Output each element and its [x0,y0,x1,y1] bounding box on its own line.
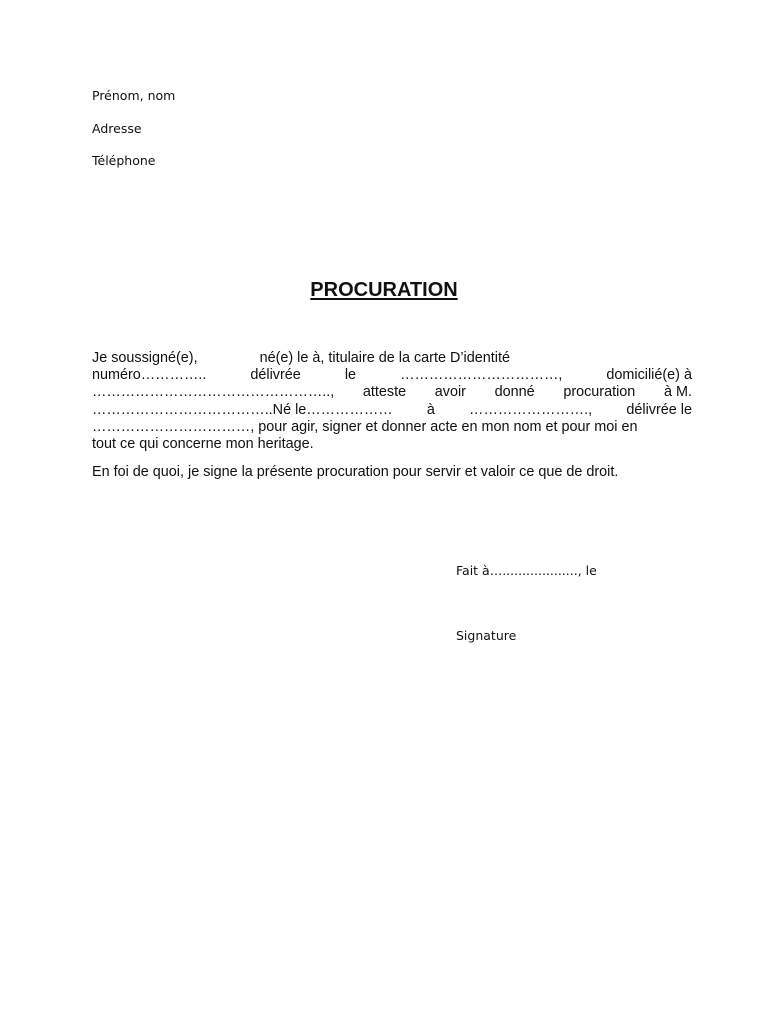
sender-address-label: Adresse [92,121,142,136]
line3-part-e: procuration [563,384,636,401]
line4-part-a: ………………………………..Né le……………… [92,401,393,418]
closing-statement: En foi de quoi, je signe la présente procuration pour servir et valoir ce que de droit. [92,464,619,480]
line3-part-a: ………………………………………….., [92,384,335,401]
paragraph-line-5: ……………………………, pour agir, signer et donner acte en mon nom et pour moi en [92,418,638,435]
place-date-line: Fait à…..................., le [456,563,597,578]
line2-part-c: le [344,367,357,384]
sender-name-label: Prénom, nom [92,88,176,103]
line4-part-d: délivrée le [626,401,692,418]
line3-part-f: à M. [663,384,692,401]
line2-part-b: délivrée [250,367,301,384]
signature-label: Signature [456,628,517,643]
line4-part-c: ……………………., [469,401,593,418]
line3-part-c: avoir [434,384,466,401]
line2-part-a: numéro………….. [92,367,207,384]
line3-part-d: donné [494,384,535,401]
line4-part-b: à [426,401,435,418]
paragraph-line-6: tout ce qui concerne mon heritage. [92,436,314,453]
line2-part-e: domicilié(e) à [606,367,692,384]
sender-phone-label: Téléphone [92,153,156,168]
procuration-paragraph [92,350,692,453]
paragraph-line-3 [92,384,692,401]
paragraph-line-2 [92,367,692,384]
paragraph-line-4 [92,402,692,419]
line1-part-a: Je soussigné(e), [92,350,198,366]
paragraph-line-1 [92,350,692,367]
line3-part-b: atteste [362,384,407,401]
document-title: PROCURATION [310,279,458,301]
line2-part-d: ……………………………, [400,367,563,384]
line1-part-b: né(e) le à, titulaire de la carte D’identité [259,350,510,366]
